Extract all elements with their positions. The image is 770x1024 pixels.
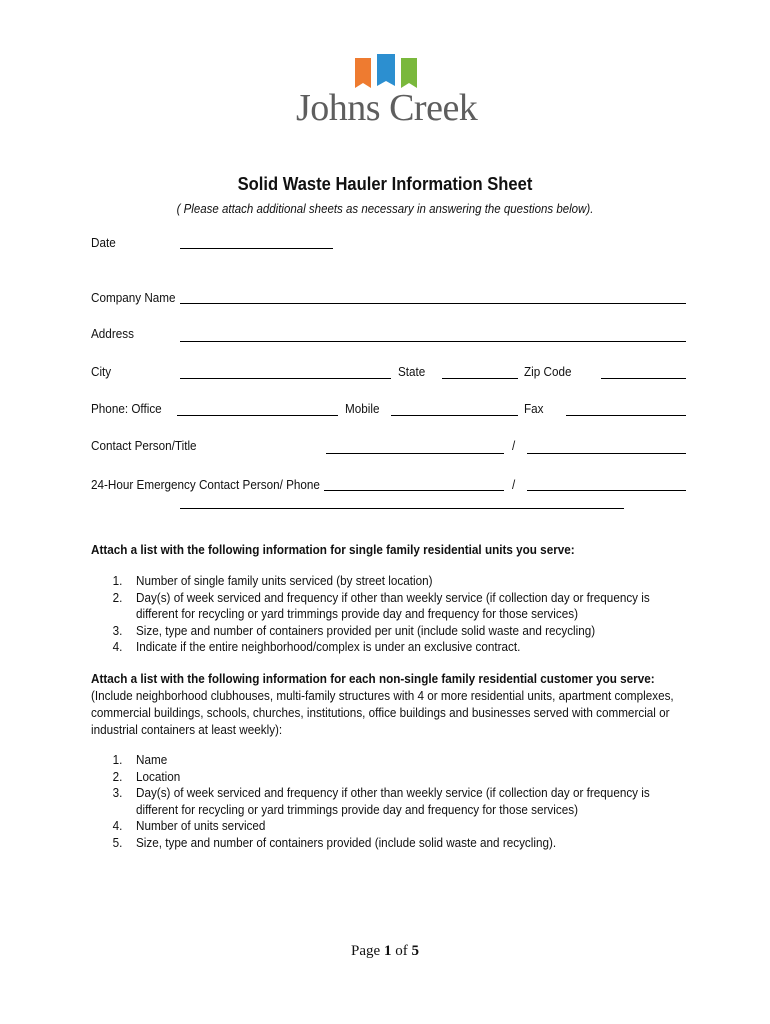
emergency-separator: / bbox=[512, 477, 516, 492]
emergency-contact-label: 24-Hour Emergency Contact Person/ Phone bbox=[91, 477, 320, 492]
zip-code-field[interactable] bbox=[601, 378, 686, 379]
emergency-extra-line[interactable] bbox=[180, 508, 624, 509]
address-field[interactable] bbox=[180, 341, 686, 342]
single-family-list bbox=[91, 573, 685, 656]
list-item: 2. Day(s) of week serviced and frequency if other than weekly service (if collection day or frequency is different for recycling or yard trimmings provide day and frequency for those services) bbox=[112, 589, 650, 621]
page-number: Page 1 of 5 bbox=[351, 943, 419, 959]
section-non-single-family-heading: Attach a list with the following information for each non-single family residential customer you serve: bbox=[91, 671, 655, 686]
state-field[interactable] bbox=[442, 378, 518, 379]
city-label: City bbox=[91, 364, 112, 379]
list-item: 4. Number of units serviced bbox=[112, 818, 266, 833]
list-item: 1. Number of single family units serviced (by street location) bbox=[112, 573, 433, 588]
document-title: Solid Waste Hauler Information Sheet bbox=[237, 174, 533, 194]
document-subtitle: ( Please attach additional sheets as necessary in answering the questions below). bbox=[176, 202, 594, 216]
date-field[interactable] bbox=[180, 248, 333, 249]
mobile-field[interactable] bbox=[391, 415, 518, 416]
phone-office-field[interactable] bbox=[177, 415, 338, 416]
non-single-family-list bbox=[91, 752, 685, 851]
contact-separator: / bbox=[512, 438, 516, 453]
state-label: State bbox=[398, 364, 426, 379]
contact-person-title-label: Contact Person/Title bbox=[91, 438, 197, 453]
contact-person-field[interactable] bbox=[326, 453, 504, 454]
emergency-phone-field[interactable] bbox=[527, 490, 686, 491]
section-non-single-family-note: (Include neighborhood clubhouses, multi-family structures with 4 or more residential units, apartment complexes, commercial buildings, schools, churches, institutions, office buildings and businesses served with commercial or industrial containers at least weekly): bbox=[91, 688, 674, 737]
company-name-label: Company Name bbox=[91, 290, 176, 305]
section-single-family-heading: Attach a list with the following information for single family residential units you serve: bbox=[91, 542, 575, 557]
contact-title-field[interactable] bbox=[527, 453, 686, 454]
address-label: Address bbox=[91, 326, 134, 341]
list-item: 3. Size, type and number of containers provided per unit (include solid waste and recycling) bbox=[112, 622, 596, 638]
company-name-field[interactable] bbox=[180, 303, 686, 304]
list-item: 1. Name bbox=[112, 752, 168, 767]
phone-office-label: Phone: Office bbox=[91, 401, 162, 416]
mobile-label: Mobile bbox=[345, 401, 380, 416]
fax-label: Fax bbox=[524, 401, 544, 416]
list-item: 3. Day(s) of week serviced and frequency if other than weekly service (if collection day or frequency is different for recycling or yard trimmings provide day and frequency for those services) bbox=[112, 785, 650, 817]
fax-field[interactable] bbox=[566, 415, 686, 416]
city-field[interactable] bbox=[180, 378, 391, 379]
zip-code-label: Zip Code bbox=[524, 364, 572, 379]
johns-creek-logo-text: Johns Creek bbox=[296, 87, 478, 129]
date-label: Date bbox=[91, 235, 116, 250]
list-item: 5. Size, type and number of containers provided (include solid waste and recycling). bbox=[112, 834, 557, 850]
emergency-contact-person-field[interactable] bbox=[324, 490, 504, 491]
johns-creek-logo-flags-icon bbox=[355, 54, 417, 90]
list-item: 2. Location bbox=[112, 768, 181, 784]
list-item: 4. Indicate if the entire neighborhood/complex is under an exclusive contract. bbox=[112, 639, 521, 654]
